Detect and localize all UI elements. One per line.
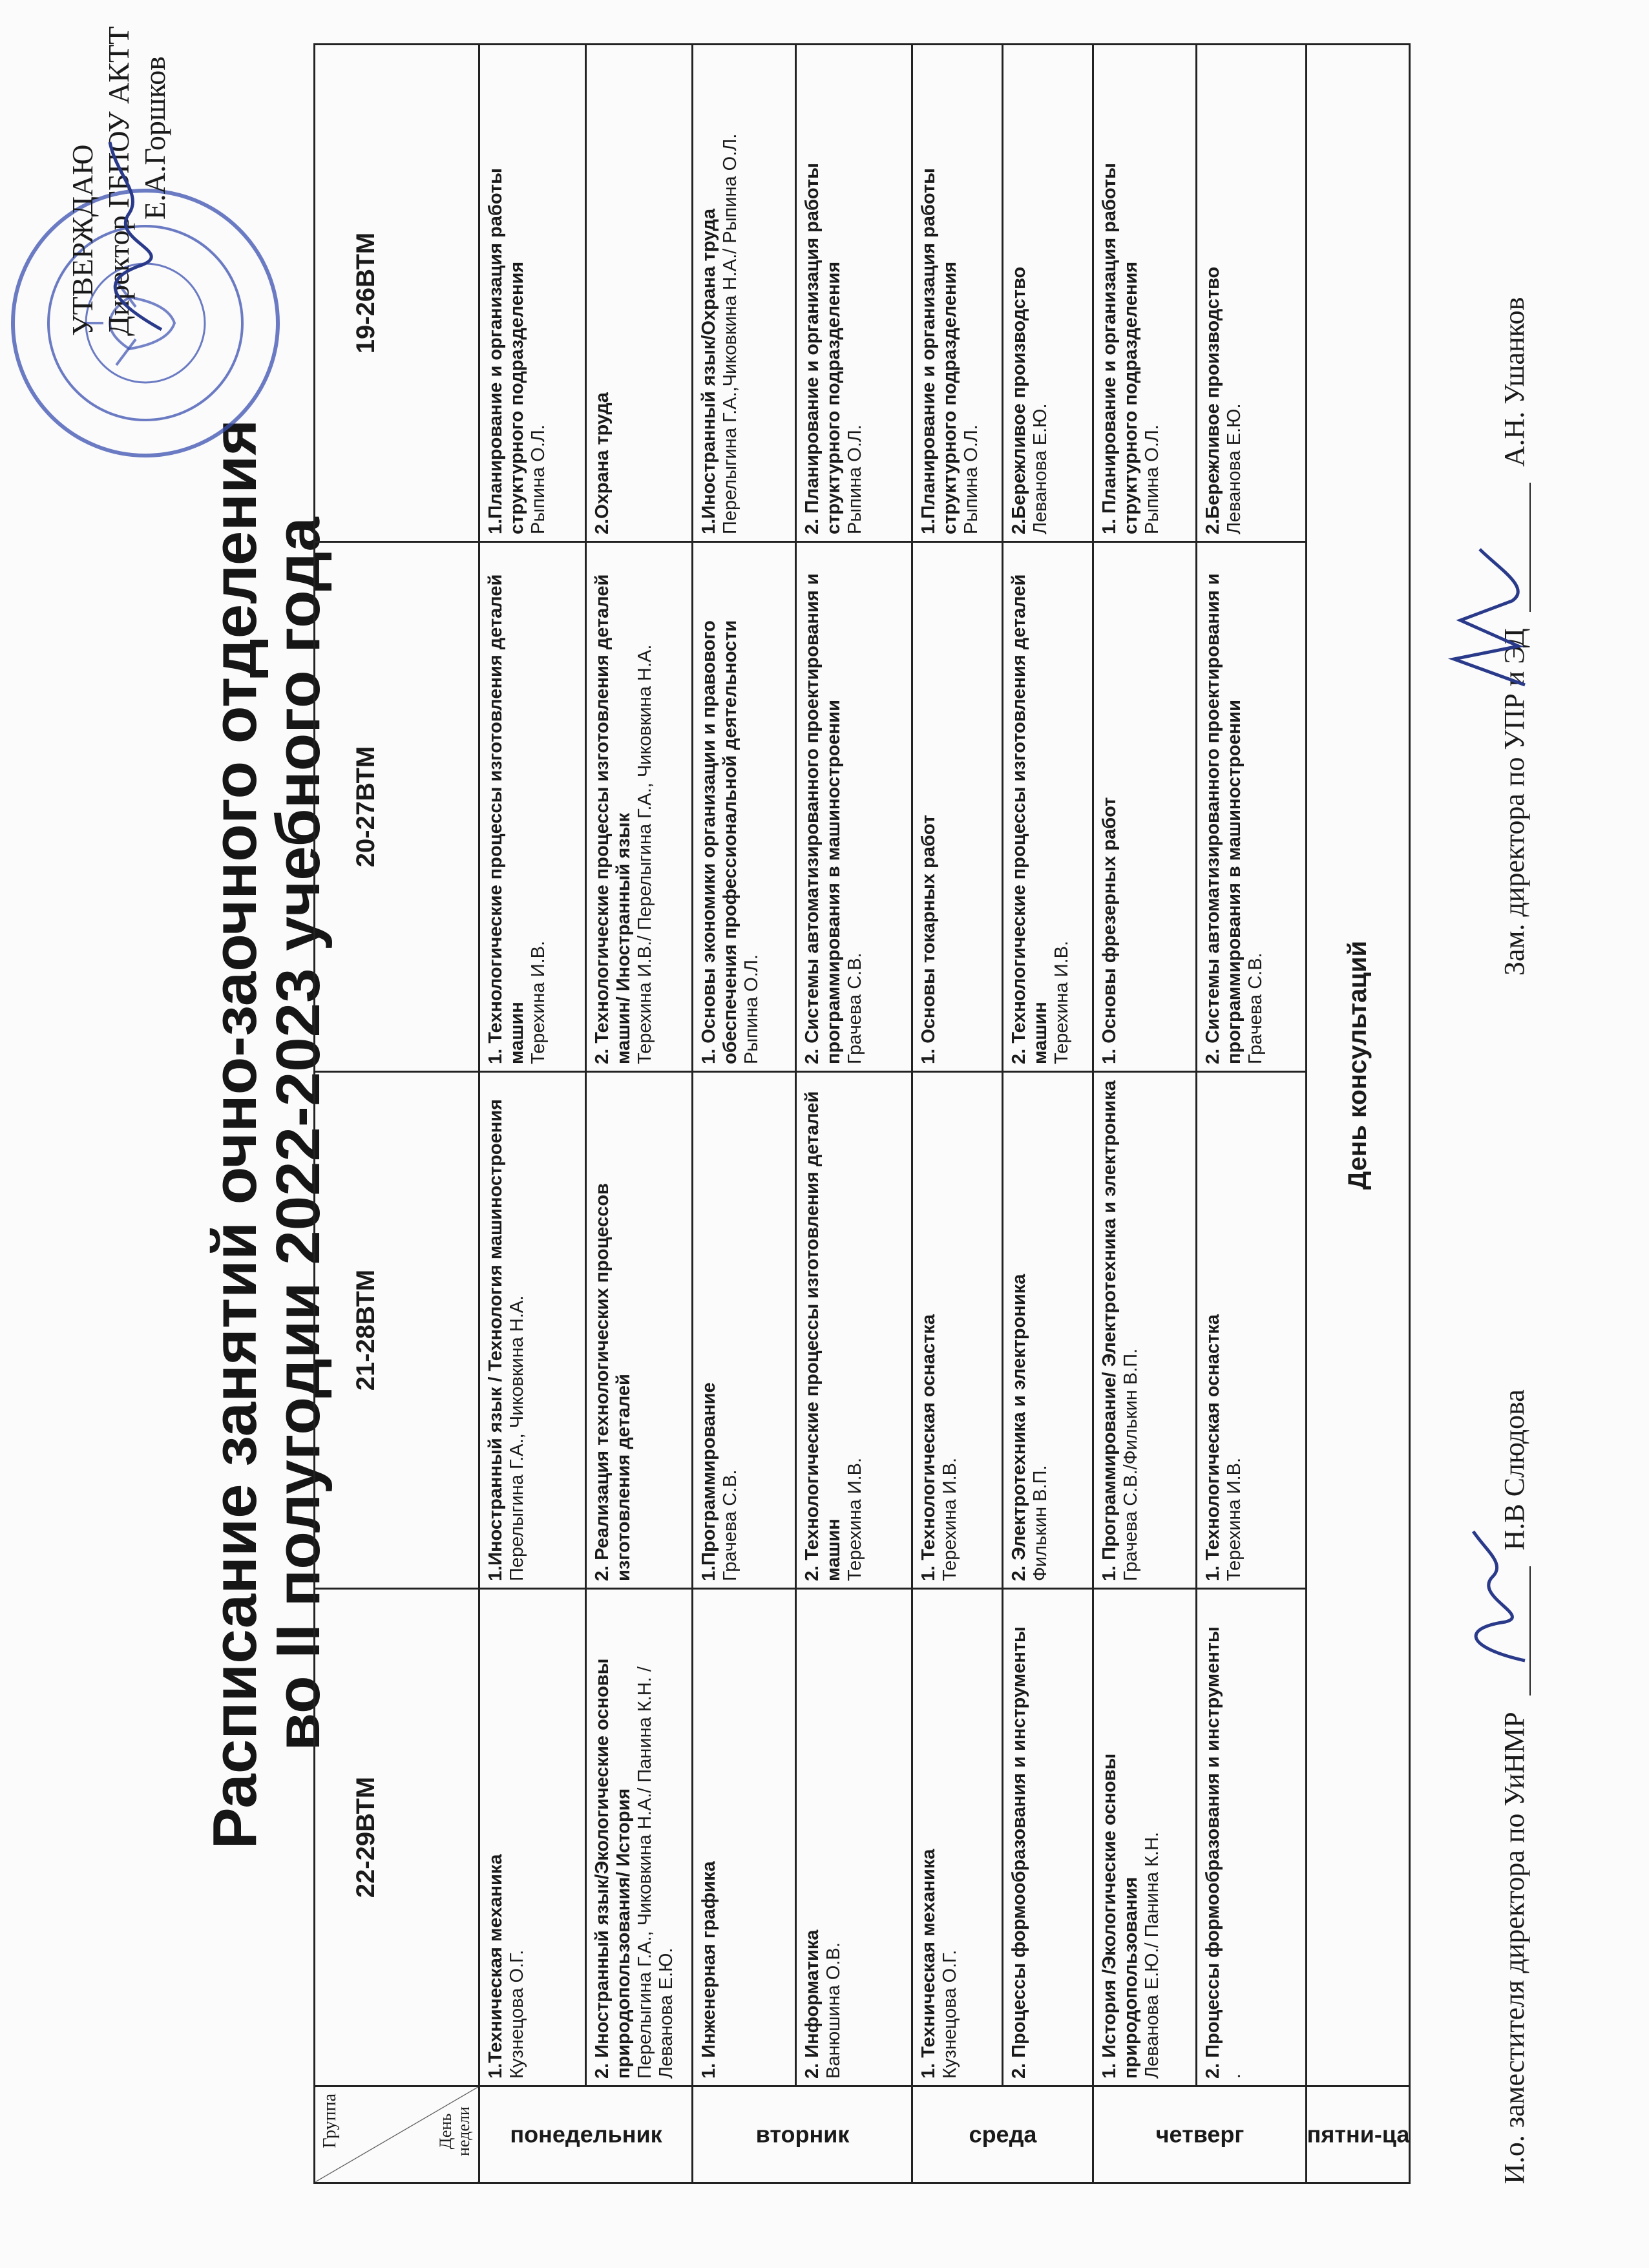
table-row (479, 45, 586, 2183)
lesson-cell: 2. Процессы формообразования и инструменты (1003, 1589, 1093, 2086)
lesson-cell: 1. Основы экономики организации и правового обеспечения профессиональной деятельности Рыпина О.Л. (693, 542, 796, 1072)
approval-heading: УТВЕРЖДАЮ (66, 144, 99, 336)
footer-right-role: Зам. директора по УПР и ЭД (1498, 628, 1530, 976)
lesson-cell: 2. Процессы формообразования и инструменты . (1197, 1589, 1307, 2086)
lesson-cell: 2. Планирование и организация работы структурного подразделения Рыпина О.Л. (796, 45, 912, 542)
footer-left-signature (1498, 1389, 1531, 2184)
day-label: пятни-ца (1307, 2121, 1409, 2148)
lesson-cell: 1. Технологическая оснастка Терехина И.В. (912, 1072, 1003, 1589)
table-row (912, 45, 1003, 2183)
corner-day-label: День недели (436, 2106, 473, 2156)
day-cell-wednesday (912, 2086, 1093, 2183)
group-header: 21-28ВТМ (315, 1072, 479, 1589)
schedule-table (313, 43, 1411, 2184)
lesson-cell: 1.Планирование и организация работы структурного подразделения Рыпина О.Л. (479, 45, 586, 542)
table-row (1003, 45, 1093, 2183)
group-header: 22-29ВТМ (315, 1589, 479, 2086)
lesson-cell: 1.Техническая механика Кузнецова О.Г. (479, 1589, 586, 2086)
lesson-cell: 1. История /Экологические основы природопользования Леванова Е.Ю./ Панина К.Н. (1093, 1589, 1197, 2086)
lesson-cell: 2. Технологические процессы изготовления деталей машин Терехина И.В. (1003, 542, 1093, 1072)
lesson-cell: 1. Технологические процессы изготовления деталей машин Терехина И.В. (479, 542, 586, 1072)
lesson-cell: 2. Реализация технологических процессов изготовления деталей (586, 1072, 693, 1589)
day-cell-thursday (1093, 2086, 1307, 2183)
day-label: понедельник (509, 2121, 662, 2148)
table-row (1093, 45, 1197, 2183)
corner-group-label: Группа (320, 2094, 340, 2148)
table-row (586, 45, 693, 2183)
table-row (693, 45, 796, 2183)
corner-cell (315, 2086, 479, 2183)
lesson-cell: 1. Инженерная графика (693, 1589, 796, 2086)
group-header: 19-26ВТМ (315, 45, 479, 542)
footer-left-name: Н.В Слюдова (1498, 1389, 1530, 1551)
lesson-cell: 2. Системы автоматизированного проектирования и программирования в машиностроении Грачева С.В. (1197, 542, 1307, 1072)
day-label: четверг (1155, 2121, 1244, 2148)
day-cell-tuesday (693, 2086, 912, 2183)
day-cell-monday (479, 2086, 693, 2183)
deputy-upr-signature (1441, 543, 1538, 698)
lesson-cell: 2. Информатика Ванюшина О.В. (796, 1589, 912, 2086)
table-row (1307, 45, 1410, 2183)
group-header: 20-27ВТМ (315, 542, 479, 1072)
day-label: среда (969, 2121, 1036, 2148)
day-cell-friday (1307, 2086, 1410, 2183)
lesson-cell: 1. Планирование и организация работы структурного подразделения Рыпина О.Л. (1093, 45, 1197, 542)
approval-position: Директор ГБПОУ АКТТ (102, 26, 135, 336)
footer-right-name: А.Н. Ушанков (1498, 297, 1530, 467)
lesson-cell: 1. Основы токарных работ (912, 542, 1003, 1072)
lesson-cell: 1. Технологическая оснастка Терехина И.В. (1197, 1072, 1307, 1589)
table-row (1197, 45, 1307, 2183)
lesson-cell: 1.Программирование Грачева С.В. (693, 1072, 796, 1589)
lesson-cell: 1.Планирование и организация работы структурного подразделения Рыпина О.Л. (912, 45, 1003, 542)
director-signature (90, 129, 181, 336)
day-label: вторник (755, 2121, 849, 2148)
lesson-cell: 1. Программирование/ Электротехника и электроника Грачева С.В./Филькин В.П. (1093, 1072, 1197, 1589)
lesson-cell: 2.Бережливое производство Леванова Е.Ю. (1197, 45, 1307, 542)
lesson-cell: 2. Технологические процессы изготовления деталей машин/ Иностранный язык Терехина И.В./ Перелыгина Г.А., Чиковкина Н.А. (586, 542, 693, 1072)
lesson-cell: 2. Системы автоматизированного проектирования и программирования в машиностроении Грачева С.В. (796, 542, 912, 1072)
lesson-cell: 2.Бережливое производство Леванова Е.Ю. (1003, 45, 1093, 542)
table-row (796, 45, 912, 2183)
deputy-signature (1447, 1525, 1538, 1667)
consultation-day-cell: День консультаций (1307, 45, 1410, 2086)
document-title: Расписание занятий очно-заочного отделения (200, 419, 269, 1849)
lesson-cell: 1. Техническая механика Кузнецова О.Г. (912, 1589, 1003, 2086)
document-subtitle: во II полугодии 2022-2023 учебного года (264, 517, 333, 1751)
header-row (315, 45, 479, 2183)
lesson-cell: 2. Иностранный язык/Экологические основы природопользования/ История Перелыгина Г.А., Чиковкина Н.А./ Панина К.Н. / Леванова Е.Ю. (586, 1589, 693, 2086)
lesson-cell: 1. Основы фрезерных работ (1093, 542, 1197, 1072)
lesson-cell: 2. Технологические процессы изготовления деталей машин Терехина И.В. (796, 1072, 912, 1589)
footer-left-role: И.о. заместителя директора по УиНМР (1498, 1712, 1530, 2184)
lesson-cell: 1.Иностранный язык/Охрана труда Перелыгина Г.А.,Чиковкина Н.А./ Рыпина О.Л. (693, 45, 796, 542)
lesson-cell: 1.Иностранный язык / Технология машиностроения Перелыгина Г.А., Чиковкина Н.А. (479, 1072, 586, 1589)
lesson-cell: 2. Электротехника и электроника Филькин В.П. (1003, 1072, 1093, 1589)
lesson-cell: 2.Охрана труда (586, 45, 693, 542)
approval-name: Е.А.Горшков (138, 56, 171, 220)
